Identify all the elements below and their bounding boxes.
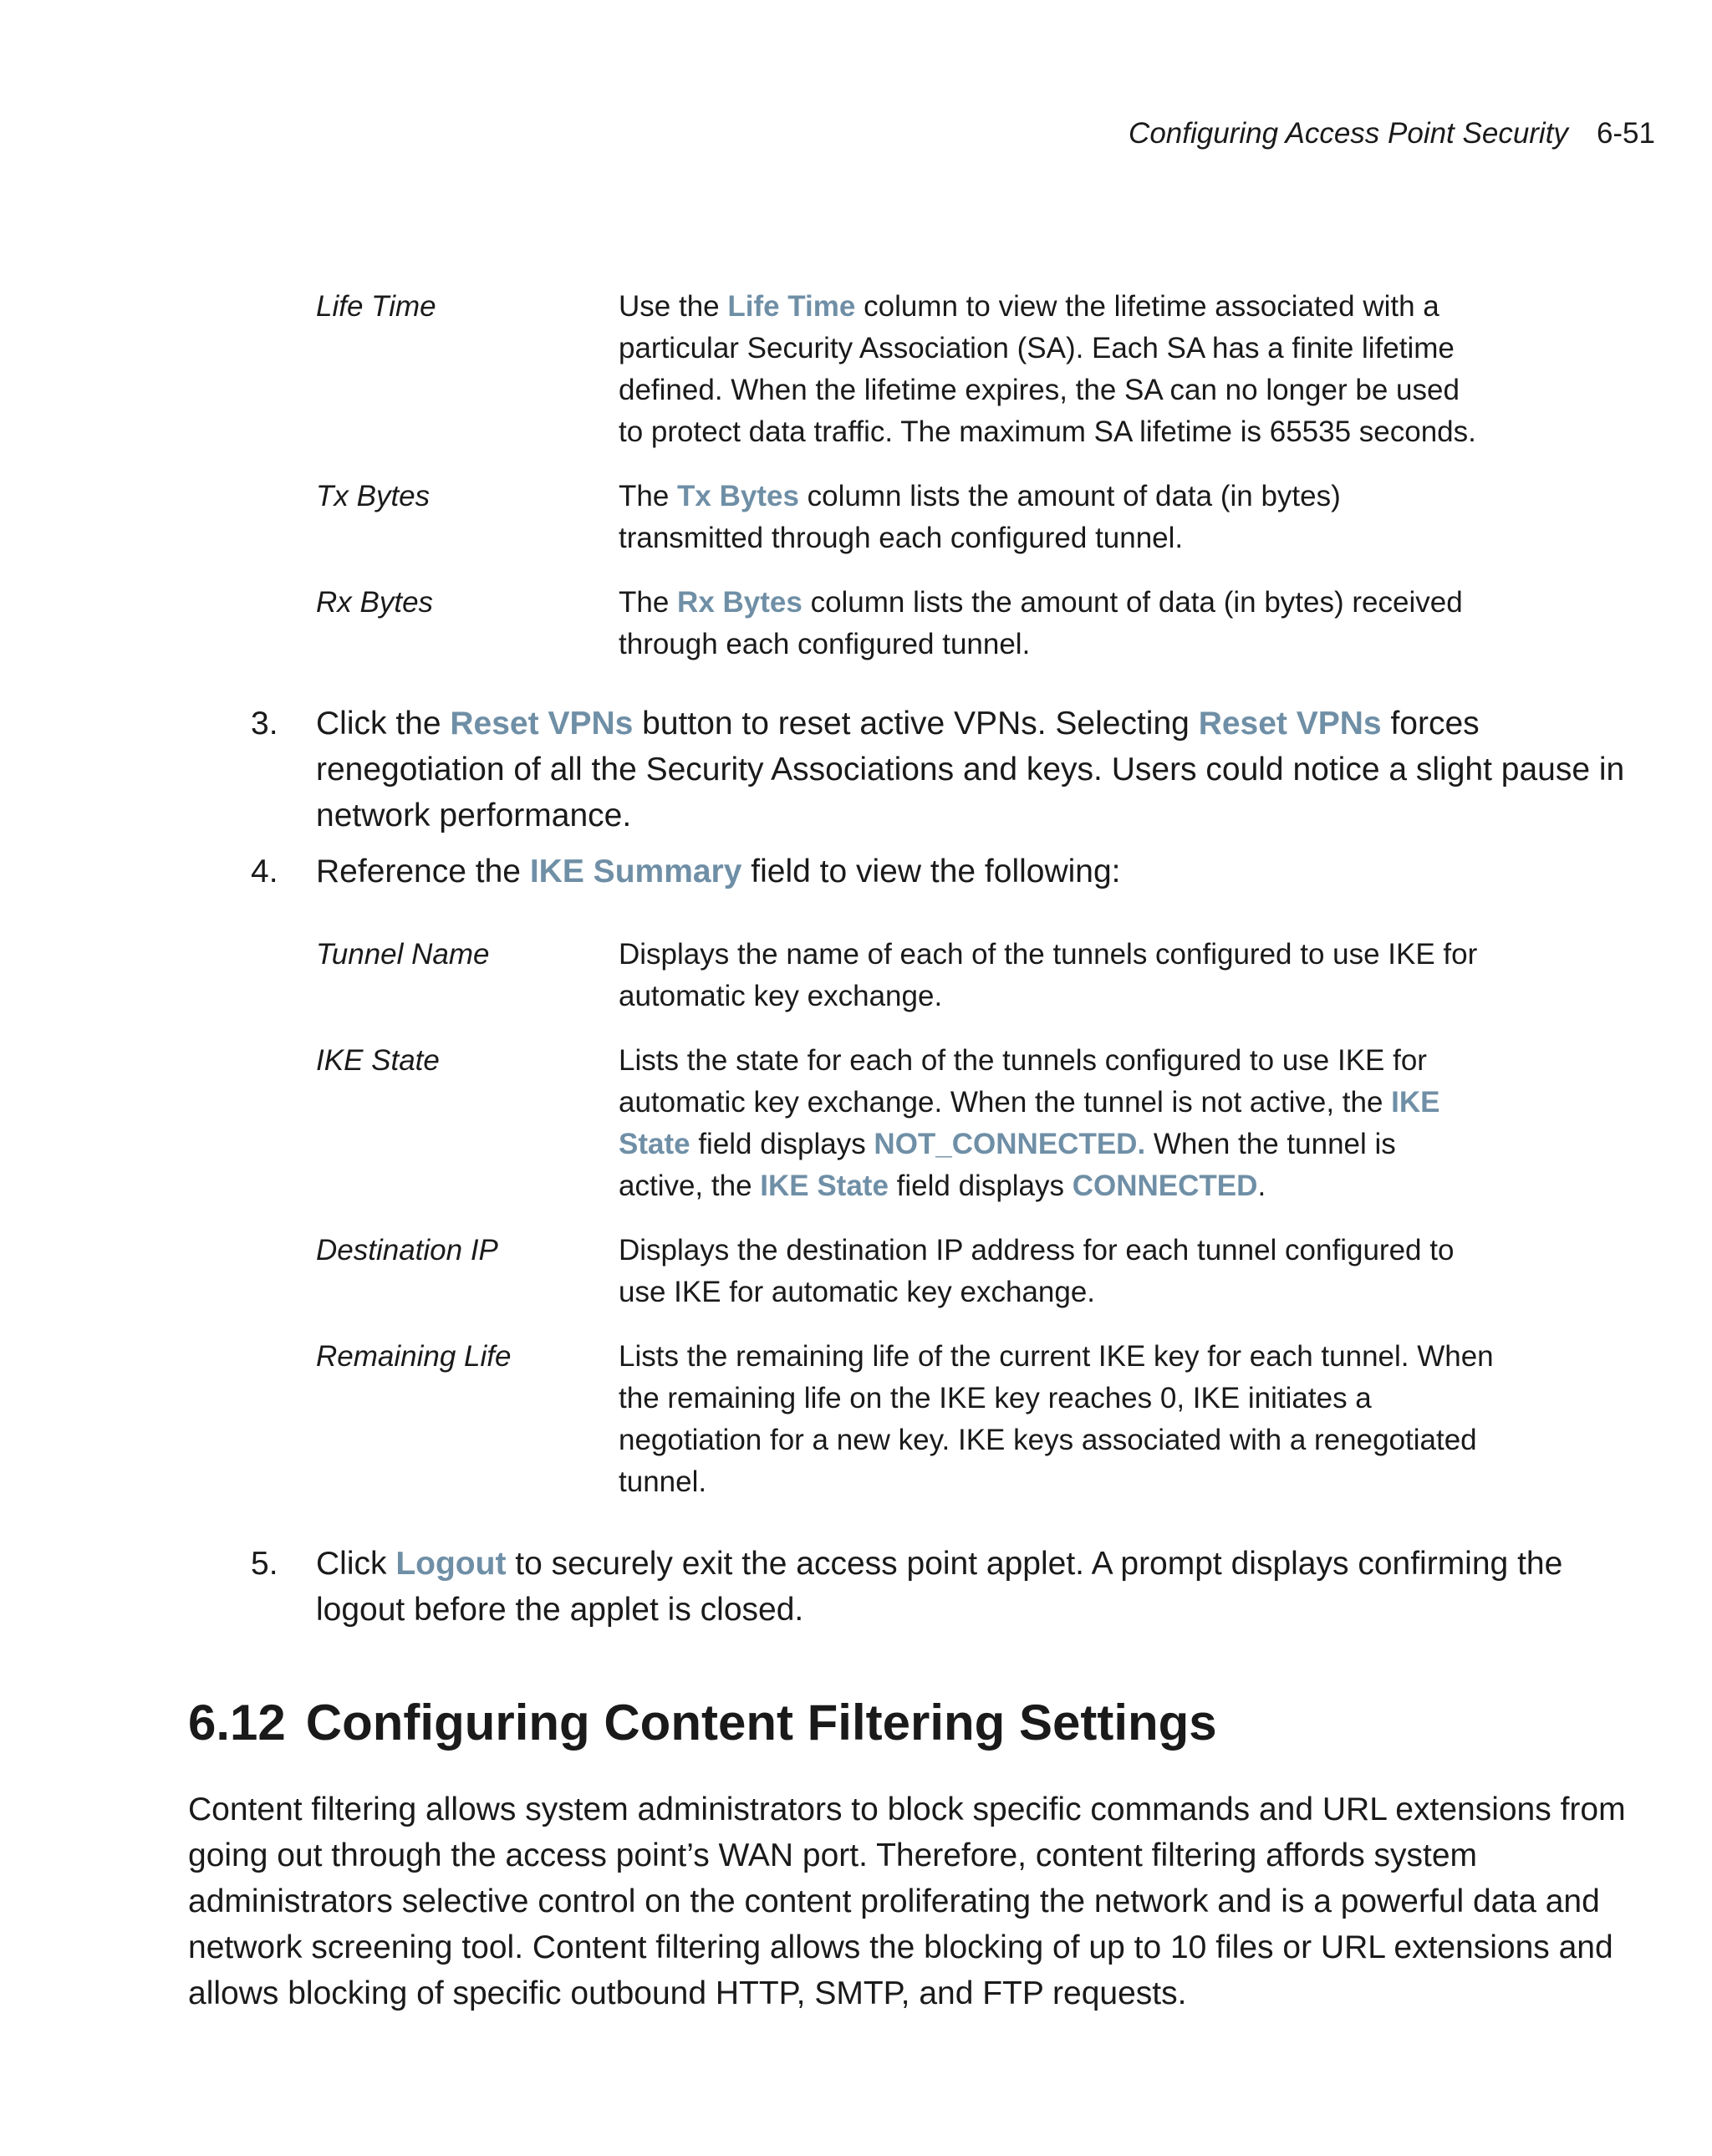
definition-description [619,1230,1488,1313]
text-line: network performance. [316,798,632,833]
text-line: Click Logout to securely exit the access point applet. A prompt displays confirming the [316,1546,1563,1582]
text-line: particular Security Association (SA). Each SA has a finite lifetime [619,332,1455,364]
text-line: transmitted through each configured tunnel. [619,522,1184,554]
step-number: 4. [251,854,278,889]
text-line: Displays the name of each of the tunnels configured to use IKE for [619,938,1478,971]
page-number: 6-51 [1596,117,1655,150]
text-line: Use the Life Time column to view the lifetime associated with a [619,290,1439,323]
definition-term: Remaining Life [316,1340,512,1373]
definition-description [619,582,1488,665]
text-line: automatic key exchange. When the tunnel is not active, the IKE [619,1086,1440,1119]
section-number: 6.12 [188,1695,286,1751]
step-number: 3. [251,706,278,742]
definition-term: Rx Bytes [316,586,434,619]
text-line: Lists the state for each of the tunnels configured to use IKE for [619,1044,1427,1077]
step-text [316,701,1625,838]
definition-description [619,1336,1494,1503]
text-line: State field displays NOT_CONNECTED. When the tunnel is [619,1128,1396,1160]
text-line: Click the Reset VPNs button to reset active VPNs. Selecting Reset VPNs forces [316,706,1480,742]
text-line: Displays the destination IP address for each tunnel configured to [619,1234,1455,1267]
ui-term-highlight: Reset VPNs [450,706,634,742]
definition-description [619,1040,1488,1207]
ui-term-highlight: Reset VPNs [1198,706,1382,742]
intro-paragraph [188,1786,1626,2016]
text-line: the remaining life on the IKE key reaches 0, IKE initiates a [619,1382,1372,1414]
ui-term-highlight: NOT_CONNECTED. [874,1128,1146,1160]
ui-term-highlight: IKE State [760,1170,889,1202]
text-line: automatic key exchange. [619,980,943,1012]
text-line: defined. When the lifetime expires, the SA can no longer be used [619,374,1460,406]
ui-term-highlight: State [619,1128,690,1160]
ui-term-highlight: Rx Bytes [677,586,802,619]
ui-term-highlight: Tx Bytes [677,480,799,512]
step-text [316,1541,1587,1633]
paragraph-line: administrators selective control on the content proliferating the network and is a powerful data and [188,1883,1600,1919]
text-line: logout before the applet is closed. [316,1592,804,1628]
paragraph-line: going out through the access point’s WAN port. Therefore, content filtering affords system [188,1837,1478,1873]
definition-description [619,476,1488,559]
definition-term: Life Time [316,290,436,323]
section-heading [188,1693,1217,1753]
text-line: through each configured tunnel. [619,628,1031,660]
section-title: Configuring Content Filtering Settings [305,1695,1217,1751]
running-header [1129,115,1655,152]
step-number: 5. [251,1546,278,1582]
text-line: negotiation for a new key. IKE keys associated with a renegotiated [619,1424,1477,1456]
text-line: renegotiation of all the Security Associations and keys. Users could notice a slight pause in [316,752,1625,787]
text-line: active, the IKE State field displays CONNECTED. [619,1170,1266,1202]
paragraph-line: network screening tool. Content filtering allows the blocking of up to 10 files or URL extensions and [188,1929,1613,1965]
text-line: Lists the remaining life of the current IKE key for each tunnel. When [619,1340,1494,1373]
ui-term-highlight: IKE Summary [529,854,742,889]
definition-term: IKE State [316,1044,440,1077]
text-line: use IKE for automatic key exchange. [619,1276,1096,1308]
definition-description [619,286,1488,453]
text-line: The Tx Bytes column lists the amount of data (in bytes) [619,480,1341,512]
definition-term: Tunnel Name [316,938,490,971]
definition-term: Destination IP [316,1234,498,1267]
text-line: Reference the IKE Summary field to view the following: [316,854,1121,889]
text-line: tunnel. [619,1465,707,1498]
text-line: The Rx Bytes column lists the amount of data (in bytes) received [619,586,1463,619]
definition-description [619,934,1488,1017]
paragraph-line: allows blocking of specific outbound HTTP, SMTP, and FTP requests. [188,1975,1187,2011]
paragraph-line: Content filtering allows system administrators to block specific commands and URL extensions from [188,1792,1626,1827]
ui-term-highlight: Life Time [727,290,856,323]
definition-term: Tx Bytes [316,480,431,512]
ui-term-highlight: IKE [1391,1086,1440,1119]
ui-term-highlight: CONNECTED [1072,1170,1258,1202]
text-line: to protect data traffic. The maximum SA lifetime is 65535 seconds. [619,415,1476,448]
running-header-section-title: Configuring Access Point Security [1129,117,1568,150]
ui-term-highlight: Logout [395,1546,507,1582]
step-text [316,849,1587,895]
